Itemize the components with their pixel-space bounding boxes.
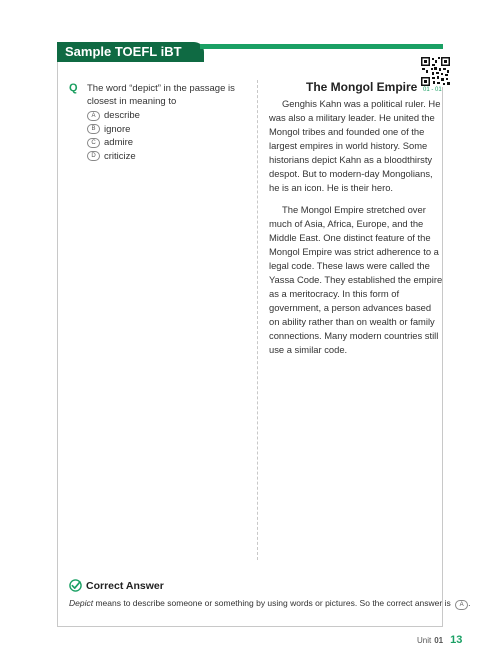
option-label: describe xyxy=(104,110,140,121)
option-letter-badge: B xyxy=(87,124,100,134)
header-rule xyxy=(200,44,443,49)
explanation-text: means to describe someone or something by using words or pictures. So the correct answer is xyxy=(93,598,454,608)
check-circle-icon xyxy=(69,579,82,592)
passage-paragraph: Genghis Kahn was a political ruler. He was also a military leader. He united the Mongol tribes and founded one of the largest empires in world history. Some historians depict Kahn as a bloodthirsty despot. But to modern-day Mongolians, he is an icon. He is their hero. xyxy=(269,98,441,193)
option-label: ignore xyxy=(104,123,131,135)
page-number: 13 xyxy=(450,634,463,646)
option-a[interactable] xyxy=(87,109,140,122)
option-label: criticize xyxy=(104,150,136,162)
correct-answer-heading: Correct Answer xyxy=(86,579,164,592)
option-b[interactable] xyxy=(87,123,140,136)
option-label: admire xyxy=(104,137,134,148)
option-letter-badge: D xyxy=(87,151,100,161)
page-footer xyxy=(417,634,462,646)
passage-body xyxy=(269,97,443,365)
passage-title: The Mongol Empire xyxy=(306,80,418,94)
answer-letter-badge: A xyxy=(455,600,468,610)
correct-answer-header xyxy=(69,579,164,592)
qr-code-icon[interactable] xyxy=(420,56,451,87)
unit-number: 01 xyxy=(434,636,444,645)
section-header: Sample TOEFL iBT Question xyxy=(57,42,204,62)
explanation-end: . xyxy=(468,598,471,608)
question-text: The word “depict” in the passage is closest in meaning to xyxy=(87,83,235,107)
option-letter-badge: C xyxy=(87,138,100,148)
option-letter-badge: A xyxy=(87,111,100,121)
question-marker: Q xyxy=(69,82,78,94)
answer-explanation xyxy=(69,598,470,610)
answer-options xyxy=(87,109,140,163)
option-d[interactable] xyxy=(87,150,140,163)
explanation-term: Depict xyxy=(69,598,94,608)
column-divider xyxy=(257,80,258,560)
passage-paragraph: The Mongol Empire stretched over much of Asia, Africa, Europe, and the Middle East. One distinct feature of the Mongol Empire was strict adherence to a legal code. These laws were called the Yassa Code. They established the empire as a meritocracy. In this form of government, a person advances based on ability rather than on wealth or family connections. Many modern countries still use a similar code. xyxy=(269,204,443,355)
unit-label: Unit xyxy=(417,636,432,645)
qr-code-label: 01 - 01 xyxy=(423,87,442,93)
option-c[interactable] xyxy=(87,136,140,149)
